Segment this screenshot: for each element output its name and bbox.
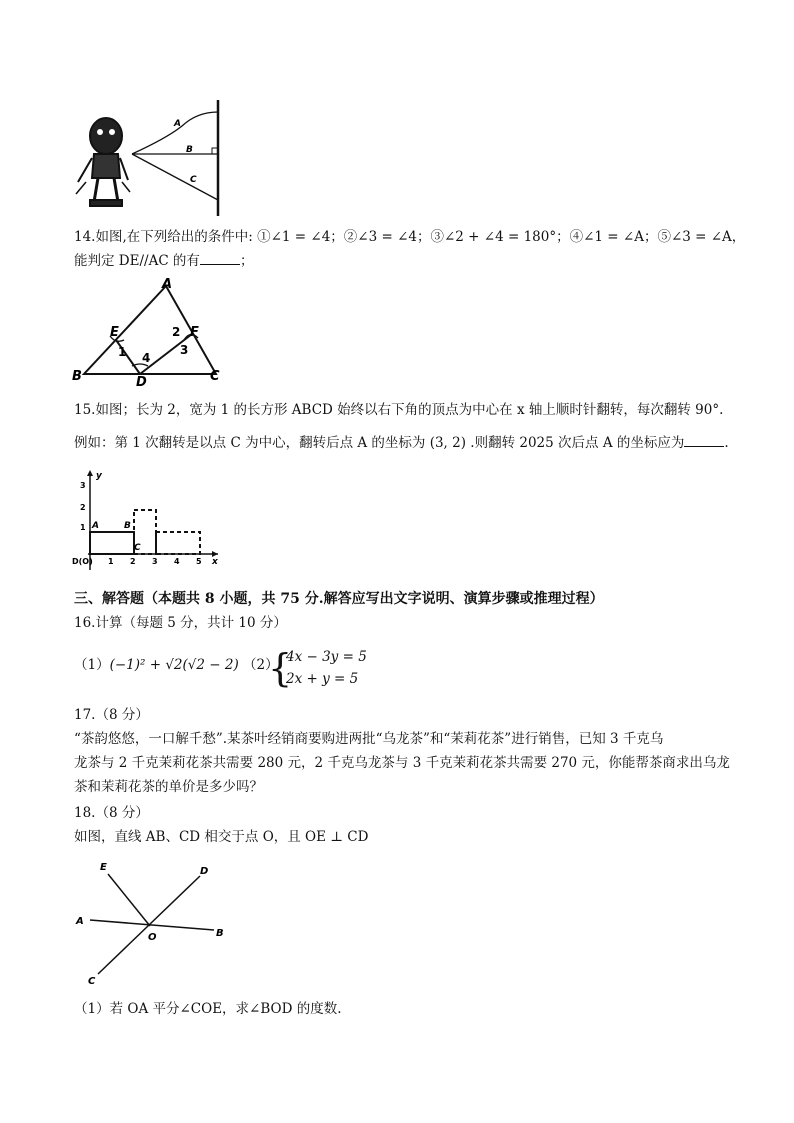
x-tick-2: 2 [130, 557, 136, 566]
q14-answer-blank[interactable] [200, 251, 240, 265]
angle-2: 2 [172, 325, 181, 339]
label-rect-B: B [124, 521, 131, 531]
q18-part1 [74, 1000, 342, 1018]
q17-line1 [74, 730, 663, 748]
rectangle-abcd [90, 532, 134, 554]
q14-line1 [74, 228, 745, 246]
q14-question: 能判定 DE//AC 的有 [74, 253, 200, 269]
q16-title-text: 16.计算（每题 5 分，共计 10 分） [74, 615, 287, 631]
q15-line1 [74, 401, 723, 419]
angle-3: 3 [180, 343, 189, 357]
q16-equation-system [268, 646, 367, 690]
q14-figure [70, 278, 230, 386]
q13-figure [72, 98, 232, 220]
q17-text2: 龙茶与 2 千克茉莉花茶共需要 280 元，2 千克乌龙茶与 3 千克茉莉花茶共需要 270 元，你能帮茶商求出乌龙 [74, 755, 730, 771]
label-C: C [210, 369, 220, 384]
q18-part1-text: （1）若 OA 平分∠COE，求∠BOD 的度数. [74, 1001, 342, 1017]
q15-figure [72, 466, 224, 578]
person-illustration [76, 118, 130, 206]
label-rect-A: A [92, 521, 99, 531]
q14-conditions: 14.如图,在下列给出的条件中: ①∠1 = ∠4；②∠3 = ∠4；③∠2 + ∠4 = 180°；④∠1 = ∠A；⑤∠3 = ∠A， [74, 229, 746, 245]
x-tick-3: 3 [152, 557, 158, 566]
q15-line2 [74, 433, 729, 452]
label-E18: E [100, 862, 107, 873]
q16-part2-label: （2） [243, 657, 279, 673]
q16-title [74, 614, 287, 632]
label-rect-C: C [134, 543, 141, 553]
label-a: A [174, 119, 181, 129]
section-3-title: 三、解答题（本题共 8 小题，共 75 分.解答应写出文字说明、演算步骤或推理过程） [74, 591, 604, 607]
label-D18: D [200, 866, 209, 877]
label-E: E [110, 325, 119, 340]
q17-line3 [74, 778, 263, 796]
q17-text3: 茶和茉莉花茶的单价是多少吗？ [74, 779, 263, 795]
label-b: B [186, 145, 193, 155]
q18-figure [72, 856, 228, 990]
label-O18: O [148, 932, 157, 943]
x-tick-5: 5 [196, 557, 202, 566]
label-B18: B [216, 928, 224, 939]
label-F: F [190, 325, 199, 340]
q17-title-text: 17.（8 分） [74, 707, 149, 723]
q14-suffix: ； [239, 253, 254, 269]
y-tick-1: 1 [80, 523, 86, 532]
q18-text1: 如图，直线 AB、CD 相交于点 O，且 OE ⊥ CD [74, 829, 369, 845]
q18-title-text: 18.（8 分） [74, 805, 149, 821]
y-tick-2: 2 [80, 503, 86, 512]
q17-title [74, 706, 149, 724]
q18-title [74, 804, 149, 822]
y-axis-label: y [96, 471, 102, 481]
q14-line2 [74, 251, 253, 270]
q15-answer-blank[interactable] [684, 433, 724, 447]
q15-text2: 例如：第 1 次翻转是以点 C 为中心，翻转后点 A 的坐标为 (3, 2) .则翻转 2025 次后点 A 的坐标应为 [74, 435, 685, 451]
label-D: D [136, 375, 147, 386]
q15-text1: 15.如图；长为 2，宽为 1 的长方形 ABCD 始终以右下角的顶点为中心在 x 轴上顺时针翻转，每次翻转 90°. [74, 402, 724, 418]
x-tick-1: 1 [108, 557, 114, 566]
label-A18: A [76, 916, 84, 927]
section-3-heading [74, 590, 604, 608]
line-c [132, 154, 218, 200]
dashed-rect-2 [156, 532, 200, 554]
y-tick-3: 3 [80, 481, 86, 490]
origin-label: D(O) [72, 557, 93, 566]
angle-4: 4 [142, 351, 151, 365]
q18-line1 [74, 828, 368, 846]
q15-end: . [724, 435, 729, 451]
q16-parts [74, 656, 279, 674]
label-A: A [162, 278, 173, 292]
q17-text1: “茶韵悠悠，一口解千愁”.某茶叶经销商要购进两批“乌龙茶”和“茉莉花茶”进行销售，已知 3 千克乌 [74, 731, 664, 747]
q16-eq2: 2x + y = 5 [286, 671, 359, 687]
angle-1: 1 [118, 345, 127, 359]
q16-part1-label: （1） [74, 657, 110, 673]
system-brace: { [268, 646, 293, 690]
q17-line2 [74, 754, 730, 772]
q16-eq1: 4x − 3y = 5 [286, 649, 367, 665]
x-axis-label: x [212, 557, 218, 567]
ray-oe [108, 874, 150, 926]
label-c: C [190, 175, 197, 185]
label-B: B [72, 369, 82, 384]
label-C18: C [88, 976, 96, 987]
q16-part1-expr: (−1)² + √2(√2 − 2) [109, 657, 239, 673]
x-tick-4: 4 [174, 557, 180, 566]
